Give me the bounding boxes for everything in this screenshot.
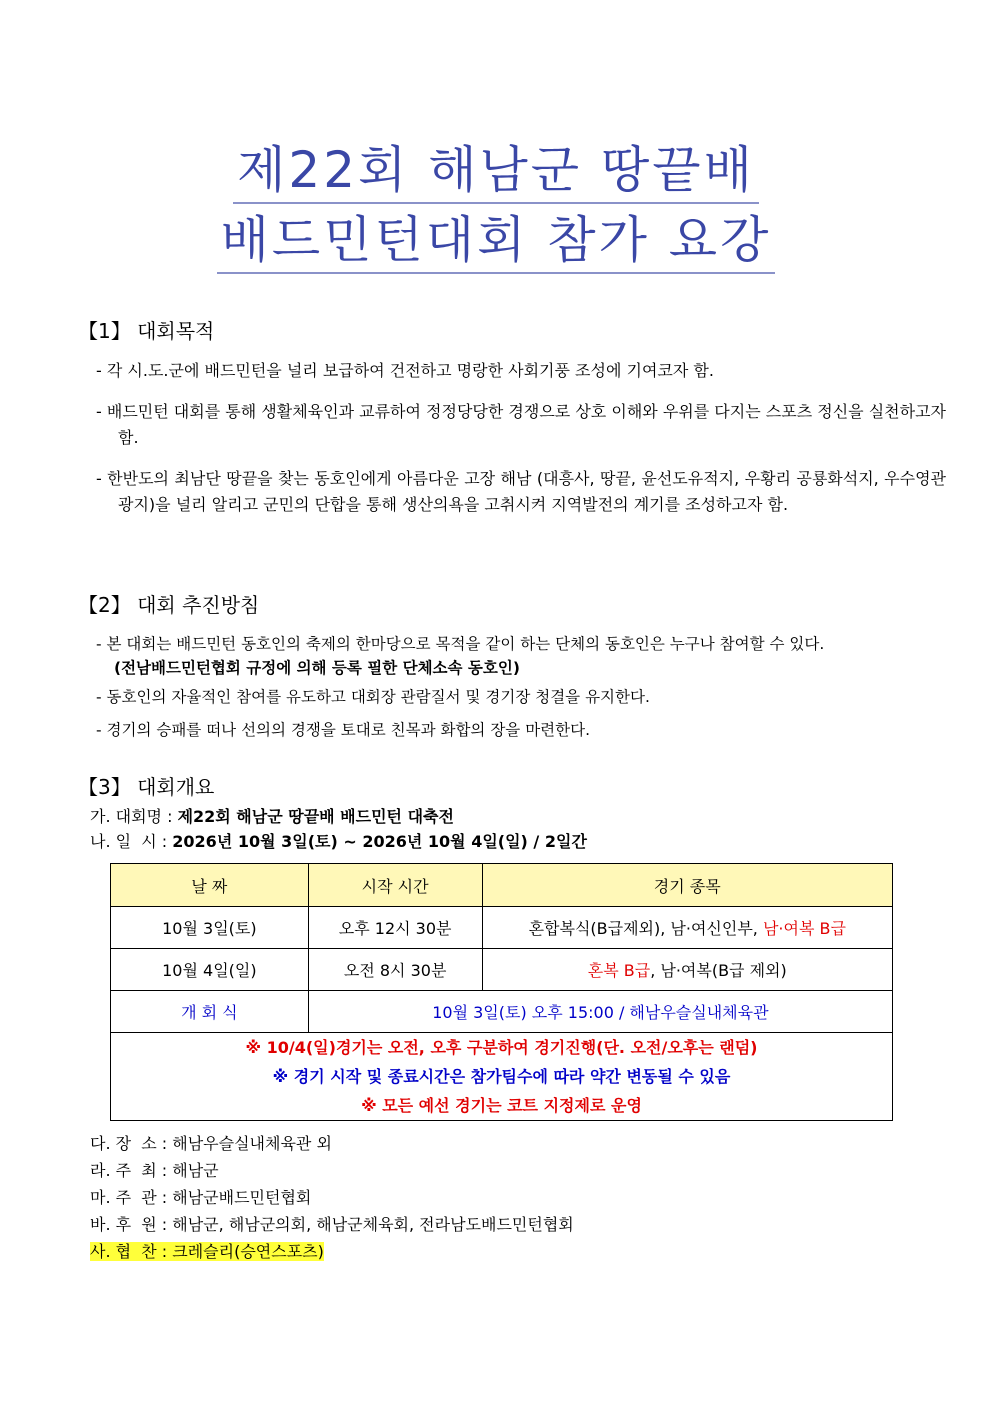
section-2-heading: 【2】 대회 추진방침 [78,593,260,617]
info-na-label: 나. 일 시 : [90,832,173,851]
notes-row [111,1033,893,1121]
row-1-events [482,907,892,949]
info-na-value: 2026년 10월 3일(토) ~ 2026년 10월 4일(일) / 2일간 [172,832,587,851]
note-2: ※ 경기 시작 및 종료시간은 참가팀수에 따라 약간 변동될 수 있음 [272,1067,731,1086]
row-2-events-main: , 남·여복(B급 제외) [650,961,787,980]
info-ba: 바. 후 원 : 해남군, 해남군의회, 해남군체육회, 전라남도배드민턴협회 [90,1215,574,1234]
note-1: ※ 10/4(일)경기는 오전, 오후 구분하여 경기진행(단. 오전/오후는 랜덤) [245,1038,758,1057]
opening-value: 10월 3일(토) 오후 15:00 / 해남우슬실내체육관 [308,991,892,1033]
info-ga-label: 가. 대회명 : [90,807,178,826]
info-ra: 라. 주 최 : 해남군 [90,1161,219,1180]
section-2-item-3: - 경기의 승패를 떠나 선의의 경쟁을 토대로 친목과 화합의 장을 마련한다. [96,721,591,739]
title-line-2: 배드민턴대회 참가 요강 [217,210,776,274]
section-1-item-1: - 각 시.도.군에 배드민턴을 널리 보급하여 건전하고 명랑한 사회기풍 조성에 기여코자 함. [96,361,714,380]
section-1-heading: 【1】 대회목적 [78,319,215,343]
section-2-item-2: - 동호인의 자율적인 참여를 유도하고 대회장 관람질서 및 경기장 청결을 유지한다. [96,688,650,706]
section-2-item-1-text: - 본 대회는 배드민턴 동호인의 축제의 한마당으로 목적을 같이 하는 단체의 동호인은 누구나 참여할 수 있다. [96,635,825,653]
info-na [90,831,587,853]
section-2-item-1 [96,632,954,680]
row-1-time: 오후 12시 30분 [308,907,482,949]
section-1-item-3: - 한반도의 최남단 땅끝을 찾는 동호인에게 아름다운 고장 해남 (대흥사, 땅끝, 윤선도유적지, 우황리 공룡화석지, 우수영관광지)을 널리 알리고 군민의 단합을 통해 생산의욕을 고취시켜 지역발전의 계기를 조성하고자 함. [96,469,946,514]
info-ga [90,806,454,828]
section-1-item-2: - 배드민턴 대회를 통해 생활체육인과 교류하여 정정당당한 경쟁으로 상호 이해와 우위를 다지는 스포츠 정신을 실천하고자 함. [96,402,946,447]
schedule-row-1 [111,907,893,949]
opening-label: 개 회 식 [111,991,309,1033]
info-sa [90,1241,324,1263]
schedule-row-2 [111,949,893,991]
row-2-events [482,949,892,991]
section-2-item-1-note: (전남배드민턴협회 규정에 의해 등록 필한 단체소속 동호인) [114,659,520,677]
opening-ceremony-row [111,991,893,1033]
row-1-events-highlight: 남·여복 B급 [762,919,846,938]
info-ma: 마. 주 관 : 해남군배드민턴협회 [90,1188,312,1207]
notes-cell [111,1033,893,1121]
row-1-events-main: 혼합복식(B급제외), 남·여신인부, [528,919,763,938]
schedule-table [110,863,893,1121]
row-2-time: 오전 8시 30분 [308,949,482,991]
section-3-heading: 【3】 대회개요 [78,775,215,799]
row-2-events-highlight: 혼복 B급 [587,961,651,980]
info-sa-highlight: 사. 협 찬 : 크레슬리(승연스포츠) [90,1242,324,1261]
row-2-date: 10월 4일(일) [111,949,309,991]
row-1-date: 10월 3일(토) [111,907,309,949]
header-time: 시작 시간 [308,864,482,907]
document-title [0,140,992,274]
title-line-1: 제22회 해남군 땅끝배 [233,140,759,204]
header-events: 경기 종목 [482,864,892,907]
schedule-header-row [111,864,893,907]
header-date: 날 짜 [111,864,309,907]
info-ga-value: 제22회 해남군 땅끝배 배드민턴 대축전 [177,807,454,826]
info-da: 다. 장 소 : 해남우슬실내체육관 외 [90,1134,332,1153]
note-3: ※ 모든 예선 경기는 코트 지정제로 운영 [361,1096,642,1115]
